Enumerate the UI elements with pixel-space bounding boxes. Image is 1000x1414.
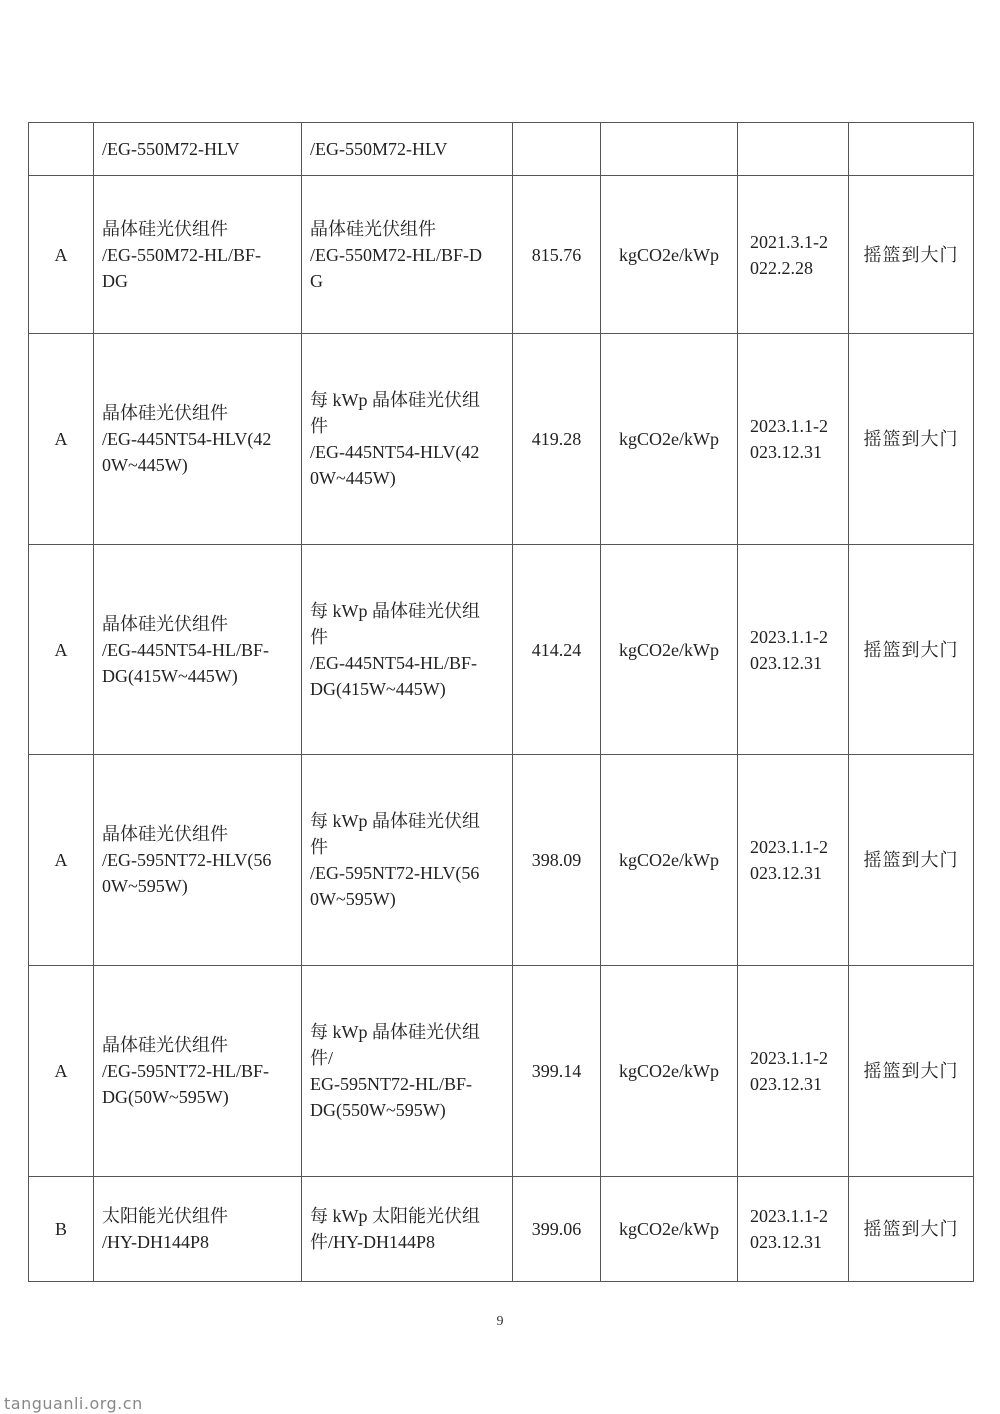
product-name-line: DG — [102, 270, 128, 291]
product-name-line: /HY-DH144P8 — [102, 1232, 210, 1252]
product-name-line: DG(415W~445W) — [102, 665, 238, 686]
system-boundary-cell: 摇篮到大门 — [849, 545, 974, 755]
functional-unit-line: 晶体硅光伏组件 — [310, 218, 436, 239]
period-line: 2023.1.1-2 — [750, 837, 828, 857]
product-name-line: 晶体硅光伏组件 — [102, 613, 228, 634]
unit-cell: kgCO2e/kWp — [601, 176, 738, 334]
functional-unit-line: /EG-445NT54-HLV(42 — [310, 442, 480, 462]
period-line: 2023.1.1-2 — [750, 626, 828, 647]
footprint-value-cell: 414.24 — [513, 545, 601, 755]
functional-unit-line: DG(550W~595W) — [310, 1100, 446, 1120]
group-cell: A — [29, 334, 94, 545]
functional-unit-line: 件/ — [310, 1048, 334, 1068]
system-boundary-cell: 摇篮到大门 — [849, 334, 974, 545]
functional-unit-line: /EG-445NT54-HL/BF- — [310, 652, 477, 673]
functional-unit-line: G — [310, 270, 323, 291]
group-cell — [29, 123, 94, 176]
footprint-value-cell — [513, 123, 601, 176]
unit-cell: kgCO2e/kWp — [601, 334, 738, 545]
product-name-lines — [102, 216, 295, 294]
period-line: 023.12.31 — [750, 863, 822, 883]
functional-unit-line: 件 — [310, 837, 328, 857]
functional-unit-line: 每 kWp 太阳能光伏组 — [310, 1206, 480, 1226]
product-name-line: /EG-595NT72-HL/BF- — [102, 1061, 269, 1081]
period-line: 023.12.31 — [750, 1232, 822, 1252]
carbon-footprint-table — [28, 122, 974, 1282]
product-name-lines — [102, 136, 295, 162]
page-number: 9 — [496, 1314, 504, 1329]
product-name-line: /EG-595NT72-HLV(56 — [102, 850, 272, 870]
functional-unit-line: 每 kWp 晶体硅光伏组 — [310, 1022, 480, 1042]
site-watermark: tanguanli.org.cn — [4, 1394, 143, 1413]
product-name-line: /EG-445NT54-HLV(42 — [102, 429, 272, 449]
product-name-line: 晶体硅光伏组件 — [102, 403, 228, 423]
product-name-line: 0W~445W) — [102, 455, 188, 475]
period-cell — [738, 545, 849, 755]
product-name-line: 晶体硅光伏组件 — [102, 218, 228, 239]
product-name-line: 晶体硅光伏组件 — [102, 1035, 228, 1055]
product-name-line: 晶体硅光伏组件 — [102, 824, 228, 844]
period-cell — [738, 123, 849, 176]
product-name-lines — [102, 611, 295, 689]
functional-unit-line: 件/HY-DH144P8 — [310, 1232, 436, 1252]
period-lines — [750, 624, 836, 676]
period-cell — [738, 176, 849, 334]
functional-unit-lines — [310, 216, 506, 294]
product-name-cell — [94, 334, 302, 545]
period-lines — [750, 834, 836, 886]
functional-unit-line: 0W~595W) — [310, 889, 396, 909]
system-boundary-cell — [849, 123, 974, 176]
period-cell — [738, 1177, 849, 1282]
unit-cell: kgCO2e/kWp — [601, 1177, 738, 1282]
product-name-lines — [102, 821, 295, 899]
period-line: 022.2.28 — [750, 257, 813, 278]
product-name-cell — [94, 176, 302, 334]
functional-unit-line: DG(415W~445W) — [310, 678, 446, 699]
period-cell — [738, 334, 849, 545]
footprint-value-cell: 399.06 — [513, 1177, 601, 1282]
group-cell: A — [29, 966, 94, 1177]
system-boundary-cell: 摇篮到大门 — [849, 1177, 974, 1282]
functional-unit-cell — [302, 966, 513, 1177]
product-name-lines — [102, 1203, 295, 1255]
product-name-cell — [94, 123, 302, 176]
functional-unit-line: 件 — [310, 416, 328, 436]
period-line: 023.12.31 — [750, 1074, 822, 1094]
product-name-line: /EG-550M72-HLV — [102, 139, 240, 159]
product-name-lines — [102, 1032, 295, 1110]
functional-unit-line: 每 kWp 晶体硅光伏组 — [310, 600, 480, 621]
period-line: 2023.1.1-2 — [750, 1206, 828, 1226]
system-boundary-cell: 摇篮到大门 — [849, 755, 974, 966]
period-line: 2023.1.1-2 — [750, 416, 828, 436]
table-row — [29, 545, 974, 755]
period-line: 2023.1.1-2 — [750, 1048, 828, 1068]
functional-unit-cell — [302, 755, 513, 966]
functional-unit-cell — [302, 123, 513, 176]
footprint-value-cell: 398.09 — [513, 755, 601, 966]
functional-unit-cell — [302, 545, 513, 755]
period-line: 023.12.31 — [750, 442, 822, 462]
functional-unit-lines — [310, 1019, 506, 1123]
period-cell — [738, 755, 849, 966]
unit-cell: kgCO2e/kWp — [601, 545, 738, 755]
product-name-line: DG(50W~595W) — [102, 1087, 229, 1107]
functional-unit-cell — [302, 176, 513, 334]
functional-unit-line: 每 kWp 晶体硅光伏组 — [310, 811, 480, 831]
product-name-cell — [94, 755, 302, 966]
product-name-line: 太阳能光伏组件 — [102, 1206, 228, 1226]
unit-cell: kgCO2e/kWp — [601, 966, 738, 1177]
functional-unit-cell — [302, 1177, 513, 1282]
table-row — [29, 755, 974, 966]
functional-unit-line: 件 — [310, 626, 328, 647]
functional-unit-cell — [302, 334, 513, 545]
table-row — [29, 123, 974, 176]
system-boundary-cell: 摇篮到大门 — [849, 176, 974, 334]
functional-unit-line: /EG-595NT72-HLV(56 — [310, 863, 480, 883]
product-name-cell — [94, 966, 302, 1177]
functional-unit-lines — [310, 136, 506, 162]
product-name-cell — [94, 1177, 302, 1282]
product-name-lines — [102, 400, 295, 478]
product-name-line: /EG-445NT54-HL/BF- — [102, 639, 269, 660]
period-line: 2021.3.1-2 — [750, 231, 828, 252]
footprint-value-cell: 419.28 — [513, 334, 601, 545]
table-row — [29, 1177, 974, 1282]
functional-unit-lines — [310, 598, 506, 702]
period-lines — [750, 229, 836, 281]
group-cell: A — [29, 755, 94, 966]
functional-unit-line: /EG-550M72-HL/BF-D — [310, 244, 482, 265]
table-row — [29, 176, 974, 334]
footprint-value-cell: 815.76 — [513, 176, 601, 334]
functional-unit-line: /EG-550M72-HLV — [310, 139, 448, 159]
functional-unit-lines — [310, 387, 506, 491]
group-cell: B — [29, 1177, 94, 1282]
product-name-line: 0W~595W) — [102, 876, 188, 896]
period-lines — [750, 413, 836, 465]
unit-cell: kgCO2e/kWp — [601, 755, 738, 966]
group-cell: A — [29, 545, 94, 755]
functional-unit-lines — [310, 808, 506, 912]
unit-cell — [601, 123, 738, 176]
functional-unit-lines — [310, 1203, 506, 1255]
product-name-line: /EG-550M72-HL/BF- — [102, 244, 261, 265]
product-name-cell — [94, 545, 302, 755]
table-row — [29, 966, 974, 1177]
functional-unit-line: EG-595NT72-HL/BF- — [310, 1074, 472, 1094]
period-lines — [750, 1203, 836, 1255]
functional-unit-line: 0W~445W) — [310, 468, 396, 488]
footprint-value-cell: 399.14 — [513, 966, 601, 1177]
functional-unit-line: 每 kWp 晶体硅光伏组 — [310, 390, 480, 410]
period-lines — [750, 1045, 836, 1097]
system-boundary-cell: 摇篮到大门 — [849, 966, 974, 1177]
table-row — [29, 334, 974, 545]
group-cell: A — [29, 176, 94, 334]
period-cell — [738, 966, 849, 1177]
period-line: 023.12.31 — [750, 652, 822, 673]
